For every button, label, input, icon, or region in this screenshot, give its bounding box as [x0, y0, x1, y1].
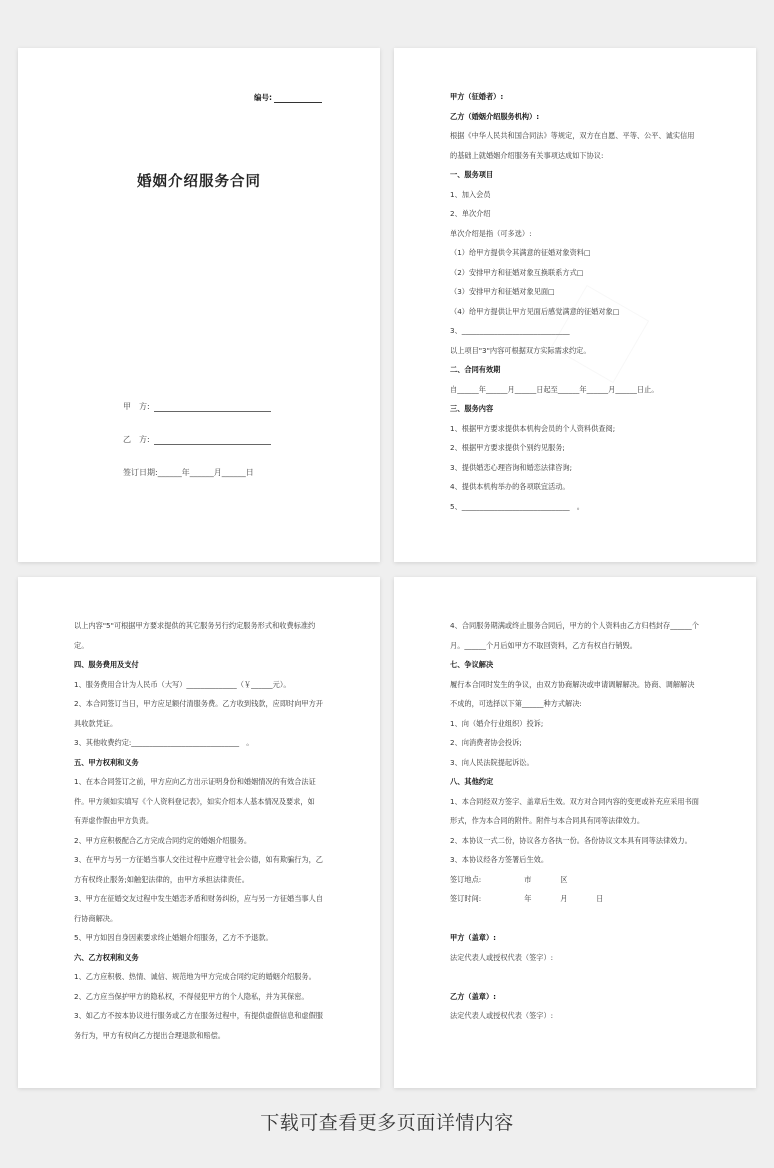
contract-line: 1、服务费用合计为人民币（大写）______________（￥______元）。	[74, 679, 291, 689]
section-heading: 甲方（盖章）:	[450, 933, 496, 942]
contract-line: 5、甲方如因自身因素要求终止婚姻介绍服务，乙方不予退款。	[74, 933, 273, 942]
party-a-label: 甲 方:	[123, 402, 150, 411]
party-b-blank-line	[154, 435, 271, 445]
contract-line: 3、如乙方不按本协议进行服务或乙方在服务过程中，有提供虚假信息和虚假服	[74, 1011, 323, 1020]
contract-line: （3）安排甲方和征婚对象见面□	[450, 287, 555, 296]
contract-line: 以上项目"3"内容可根据双方实际需求约定。	[450, 345, 591, 355]
contract-line: 3、提供婚恋心理咨询和婚恋法律咨询;	[450, 462, 572, 472]
contract-line: 2、甲方应积极配合乙方完成合同约定的婚姻介绍服务。	[74, 835, 252, 845]
contract-line: 方有权终止服务;如触犯法律的，由甲方承担法律责任。	[74, 874, 249, 884]
contract-line: 3、甲方在征婚交友过程中发生婚恋矛盾和财务纠纷，应与另一方征婚当事人自	[74, 894, 323, 903]
contract-line: 单次介绍是指（可多选）:	[450, 228, 532, 238]
contract-line: 不成的，可选择以下第______种方式解决:	[450, 699, 582, 708]
contract-line: 4、提供本机构举办的各项联宜活动。	[450, 482, 570, 491]
contract-line: （2）安排甲方和征婚对象互换联系方式□	[450, 267, 584, 277]
contract-line: 签订时间: 年 月 日	[450, 894, 604, 903]
contract-line: 形式，作为本合同的附件。附件与本合同具有同等法律效力。	[450, 816, 645, 825]
contract-line: 3、在甲方与另一方征婚当事人交往过程中应遵守社会公德，如有欺骗行为，乙	[74, 855, 323, 864]
contract-line: 1、在本合同签订之前，甲方应向乙方出示证明身份和婚姻情况的有效合法证	[74, 777, 316, 786]
contract-page-3	[18, 577, 380, 1088]
contract-line: 3、其他收费约定:______________________________ 。	[74, 738, 254, 747]
contract-line: 的基础上就婚姻介绍服务有关事项达成如下协议:	[450, 150, 604, 160]
serial-number-field	[254, 92, 322, 103]
party-b-field	[123, 434, 271, 445]
contract-page-2	[394, 48, 756, 562]
page-2-content	[450, 92, 706, 521]
contract-line	[450, 914, 706, 934]
contract-line: （4）给甲方提供让甲方见面后感觉满意的征婚对象□	[450, 306, 620, 316]
contract-page-4	[394, 577, 756, 1088]
contract-line: 1、乙方应积极、热情、诚信、规范地为甲方完成合同约定的婚姻介绍服务。	[74, 972, 316, 981]
contract-line: 3、向人民法院提起诉讼。	[450, 757, 534, 767]
serial-label: 编号:	[254, 93, 272, 102]
contract-line: 法定代表人或授权代表（签字）:	[450, 1011, 554, 1020]
section-heading: 三、服务内容	[450, 404, 494, 413]
section-heading: 六、乙方权利和义务	[74, 952, 139, 962]
contract-line: 具收款凭证。	[74, 718, 118, 728]
contract-line: 4、合同服务期满或终止服务合同后，甲方的个人资料由乙方归档封存______个	[450, 621, 699, 630]
contract-title: 婚姻介绍服务合同	[137, 174, 261, 190]
contract-line: 1、加入会员	[450, 189, 491, 199]
contract-cover-page	[18, 48, 380, 562]
contract-line: 法定代表人或授权代表（签字）:	[450, 952, 554, 962]
contract-line: 5、______________________________ 。	[450, 501, 584, 511]
party-a-field	[123, 401, 271, 412]
section-heading: 甲方（征婚者）:	[450, 92, 504, 101]
contract-line: 以上内容"5"可根据甲方要求提供的其它服务另行约定服务形式和收费标准约	[74, 621, 316, 630]
section-heading: 二、合同有效期	[450, 365, 501, 374]
contract-line: 务行为，甲方有权向乙方提出合理退款和赔偿。	[74, 1030, 225, 1040]
party-b-label: 乙 方:	[123, 435, 150, 444]
contract-line: （1）给甲方提供令其满意的征婚对象资料□	[450, 248, 591, 257]
section-heading: 一、服务项目	[450, 170, 494, 179]
contract-line: 1、向（婚介行业组织）投诉;	[450, 718, 544, 728]
contract-line: 2、本合同签订当日，甲方应足额付清服务费。乙方收到钱款，应即时向甲方开	[74, 699, 323, 708]
contract-line: 件。甲方须如实填写《个人资料登记表》，如实介绍本人基本情况及要求，如	[74, 796, 315, 806]
contract-line: 1、根据甲方要求提供本机构会员的个人资料供查阅;	[450, 423, 616, 433]
section-heading: 四、服务费用及支付	[74, 660, 139, 669]
section-heading: 八、其他约定	[450, 777, 494, 786]
section-heading: 乙方（盖章）:	[450, 991, 496, 1001]
contract-line: 2、根据甲方要求提供个别约见服务;	[450, 443, 565, 452]
contract-line: 2、本协议一式二份，协议各方各执一份。各份协议文本具有同等法律效力。	[450, 835, 692, 845]
contract-line: 月。______个月后如甲方不取回资料，乙方有权自行销毁。	[450, 640, 637, 650]
party-a-blank-line	[154, 402, 271, 412]
contract-line: 2、向消费者协会投诉;	[450, 738, 522, 747]
contract-line: 3、本协议经各方签署后生效。	[450, 855, 549, 864]
contract-line: 3、______________________________	[450, 326, 570, 335]
serial-blank-line	[274, 94, 322, 103]
page-4-content	[450, 621, 706, 1031]
contract-line: 2、乙方应当保护甲方的隐私权，不得侵犯甲方的个人隐私，并为其保密。	[74, 991, 309, 1001]
contract-line: 2、单次介绍	[450, 209, 491, 218]
section-heading: 乙方（婚姻介绍服务机构）:	[450, 111, 540, 121]
contract-line: 有弄虚作假由甲方负责。	[74, 816, 154, 825]
contract-line: 根据《中华人民共和国合同法》等规定，双方在自愿、平等、公平、诚实信用	[450, 131, 695, 140]
contract-line: 1、本合同经双方签字、盖章后生效。双方对合同内容的变更或补充应采用书面	[450, 796, 699, 806]
sign-date-field: 签订日期:______年______月______日	[123, 468, 254, 477]
contract-line: 定。	[74, 640, 89, 650]
contract-line: 行协商解决。	[74, 913, 118, 923]
contract-line: 签订地点: 市 区	[450, 874, 568, 884]
section-heading: 七、争议解决	[450, 660, 494, 669]
download-more-banner[interactable]: 下载可查看更多页面详情内容	[260, 1112, 514, 1134]
contract-line: 履行本合同时发生的争议，由双方协商解决或申请调解解决。协商、调解解决	[450, 679, 695, 689]
page-3-content	[74, 621, 330, 1050]
contract-line: 自______年______月______日起至______年______月______日止。	[450, 384, 659, 394]
section-heading: 五、甲方权利和义务	[74, 757, 139, 767]
contract-line	[450, 972, 706, 992]
